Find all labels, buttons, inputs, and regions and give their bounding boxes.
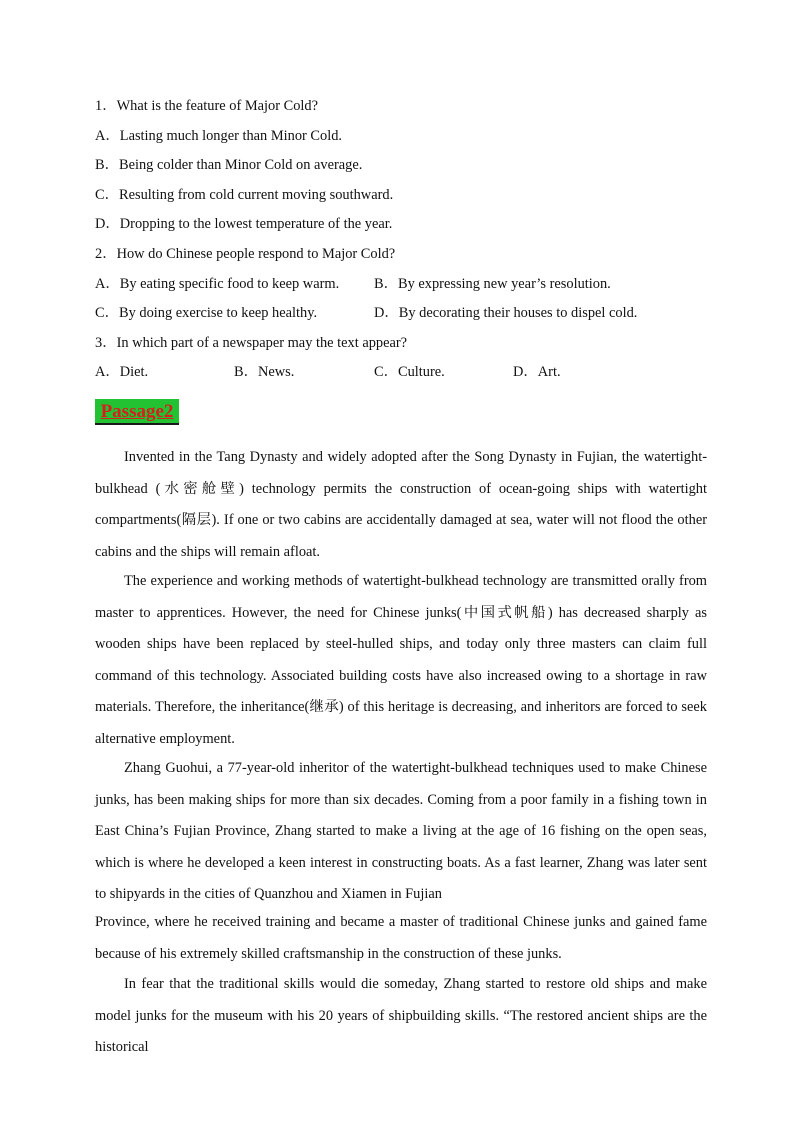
question-2-stem: 2．How do Chinese people respond to Major Cold? xyxy=(95,246,396,262)
passage-paragraph-4: In fear that the traditional skills would die someday, Zhang started to restore old ships and make model junks for the museum with his 20 years of shipbuilding skills. “The restored ancient ships are the historical xyxy=(95,976,707,1055)
passage-paragraph-3: Zhang Guohui, a 77-year-old inheritor of the watertight-bulkhead techniques used to make Chinese junks, has been making ships for more than six decades. Coming from a poor family in a fishing town in East China’s Fujian Province, Zhang started to make a living at the age of 16 fishing on the open seas, which is where he developed a keen interest in constructing boats. As a fast learner, Zhang was later sent to shipyards in the cities of Quanzhou and Xiamen in Fujian xyxy=(95,760,707,902)
question-3-option-d: D．Art. xyxy=(513,364,561,380)
passage-paragraph-2: The experience and working methods of watertight-bulkhead technology are transmitted orally from master to apprentices. However, the need for Chinese junks(中国式帆船) has decreased sharply as wooden ships have been replaced by steel-hulled ships, and today only three masters can claim full command of this technology. Associated building costs have also increased owing to a shortage in raw materials. Therefore, the inheritance(继承) of this heritage is decreasing, and inheritors are forced to seek alternative employment. xyxy=(95,573,707,747)
question-2-option-c: C．By doing exercise to keep healthy. xyxy=(95,305,318,321)
passage-paragraph-3-continued: Province, where he received training and became a master of traditional Chinese junks and gained fame because of his extremely skilled craftsmanship in the construction of these junks. xyxy=(95,914,707,962)
question-1-stem: 1．What is the feature of Major Cold? xyxy=(95,98,318,114)
question-1-option-c: C．Resulting from cold current moving southward. xyxy=(95,187,394,203)
question-3-option-a: A．Diet. xyxy=(95,364,149,380)
question-1-option-b: B．Being colder than Minor Cold on average. xyxy=(95,157,363,173)
question-3-option-b: B．News. xyxy=(234,364,295,380)
question-1-option-d: D．Dropping to the lowest temperature of the year. xyxy=(95,216,393,232)
question-1-option-a: A．Lasting much longer than Minor Cold. xyxy=(95,128,343,144)
question-2-option-d: D．By decorating their houses to dispel cold. xyxy=(374,305,638,321)
passage-paragraph-1: Invented in the Tang Dynasty and widely adopted after the Song Dynasty in Fujian, the watertight-bulkhead (水密舱壁) technology permits the construction of ocean-going ships with watertight compartments(隔层). If one or two cabins are accidentally damaged at sea, water will not flood the other cabins and the ships will remain afloat. xyxy=(95,449,707,560)
question-2-option-b: B．By expressing new year’s resolution. xyxy=(374,276,611,292)
passage-heading: Passage2 xyxy=(95,399,179,425)
question-3-option-c: C．Culture. xyxy=(374,364,445,380)
question-2-option-a: A．By eating specific food to keep warm. xyxy=(95,276,340,292)
question-3-stem: 3．In which part of a newspaper may the text appear? xyxy=(95,335,408,351)
